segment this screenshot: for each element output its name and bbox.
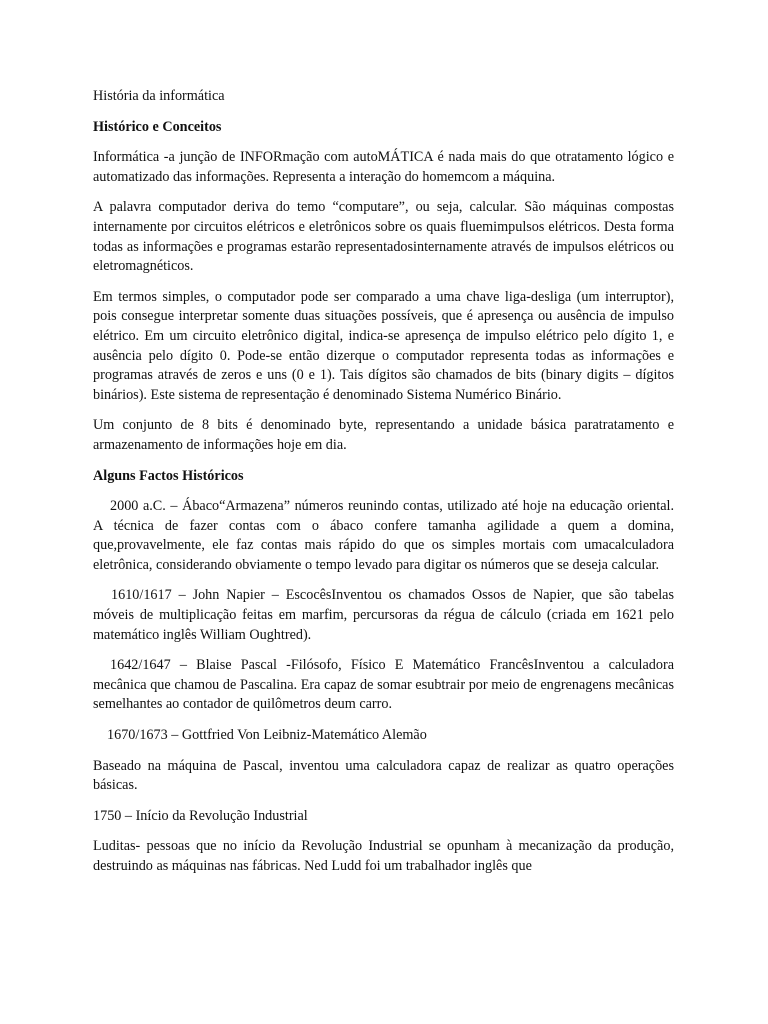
paragraph-informatica: Informática -a junção de INFORmação com autoMÁTICA é nada mais do que otratamento lógico e automatizado das informações. Representa a interação do homemcom a máquina. xyxy=(93,149,674,185)
paragraph-1610-napier: 1610/1617 – John Napier – EscocêsInventou os chamados Ossos de Napier, que são tabelas móveis de multiplicação feitas em marfim, percursoras da régua de cálculo (criada em 1621 pelo matemático inglês William Oughtred). xyxy=(93,587,674,643)
paragraph-baseado-pascal: Baseado na máquina de Pascal, inventou uma calculadora capaz de realizar as quatro operações básicas. xyxy=(93,757,674,794)
paragraph-computador: A palavra computador deriva do temo “computare”, ou seja, calcular. São máquinas compostas internamente por circuitos elétricos e eletrônicos sobre os quais fluemimpulsos elétricos. Desta forma todas as informações e programas estarão representadosinternamente através de impulsos elétricos ou eletromagnéticos. xyxy=(93,199,674,275)
paragraph-2000-ac: 2000 a.C. – Ábaco“Armazena” números reunindo contas, utilizado até hoje na educação oriental. A técnica de fazer contas com o ábaco confere tamanha agilidade a quem a domina, que,provavelmente, ele faz contas mais rápido do que os simples mortais com umacalculadora eletrônica, considerando obviamente o tempo levado para digitar os números que se deseja calcular. xyxy=(93,498,674,573)
document-title: História da informática xyxy=(93,88,225,104)
paragraph-luditas: Luditas- pessoas que no início da Revolução Industrial se opunham à mecanização da produção, destruindo as máquinas nas fábricas. Ned Ludd foi um trabalhador inglês que xyxy=(93,838,674,874)
paragraph-1642-pascal: 1642/1647 – Blaise Pascal -Filósofo, Físico E Matemático FrancêsInventou a calculadora mecânica que chamou de Pascalina. Era capaz de somar esubtrair por meio de engrenagens mecânicas semelhantes ao contador de quilômetros deum carro. xyxy=(93,657,674,713)
paragraph-byte: Um conjunto de 8 bits é denominado byte, representando a unidade básica paratratamento e armazenamento de informações hoje em dia. xyxy=(93,417,674,453)
heading-historico-conceitos: Histórico e Conceitos xyxy=(93,118,222,135)
paragraph-termos-simples: Em termos simples, o computador pode ser comparado a uma chave liga-desliga (um interruptor), pois consegue interpretar somente duas situações possíveis, que é apresença ou ausência de impulso elétrico. Em um circuito eletrônico digital, indica-se apresença de impulso elétrico pelo dígito 1, e ausência pelo dígito 0. Pode-se então dizerque o computador representa todas as informações e programas através de zeros e uns (0 e 1). Tais dígitos são chamados de bits (binary digits – dígitos binários). Este sistema de representação é denominado Sistema Numérico Binário. xyxy=(93,288,674,403)
document-page xyxy=(93,87,674,888)
paragraph-1750-revolucao: 1750 – Início da Revolução Industrial xyxy=(93,807,308,824)
heading-factos-historicos: Alguns Factos Históricos xyxy=(93,467,244,484)
paragraph-1670-leibniz: 1670/1673 – Gottfried Von Leibniz-Matemático Alemão xyxy=(107,727,427,744)
